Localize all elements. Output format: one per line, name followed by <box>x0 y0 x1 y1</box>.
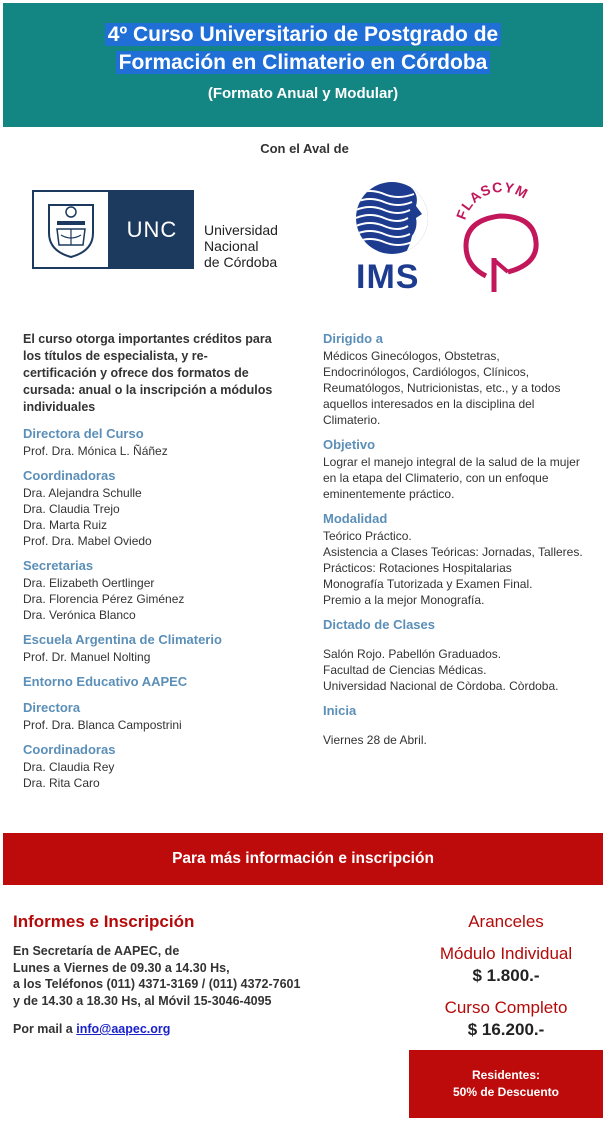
section-title-coordinadoras-2: Coordinadoras <box>23 742 116 757</box>
ims-emblem-icon <box>354 180 432 256</box>
unc-name-line-2: Nacional <box>204 238 259 254</box>
curso-price: $ 16.200.- <box>467 1020 545 1039</box>
unc-name <box>204 222 278 270</box>
ims-text: IMS <box>356 258 420 296</box>
section-title-secretarias: Secretarias <box>23 558 94 573</box>
section-title-entorno: Entorno Educativo AAPEC <box>23 674 188 689</box>
list-item: Prof. Dra. Mónica L. Ñáñez <box>23 444 168 458</box>
section-body-coordinadoras-2 <box>23 759 278 791</box>
list-item: Dra. Rita Caro <box>23 776 100 790</box>
unc-abbr: UNC <box>126 216 178 242</box>
title-line-2: Formación en Climaterio en Córdoba <box>116 51 491 74</box>
list-item: Universidad Nacional de Còrdoba. Còrdoba. <box>323 679 559 693</box>
list-item: Dra. Claudia Rey <box>23 760 115 774</box>
title-line-1: 4º Curso Universitario de Postgrado de <box>105 23 501 46</box>
list-item: Dra. Claudia Trejo <box>23 502 120 516</box>
list-item <box>323 720 583 732</box>
section-title-directora: Directora <box>23 700 81 715</box>
list-item: Dra. Marta Ruiz <box>23 518 108 532</box>
list-item: Dra. Elizabeth Oertlinger <box>23 576 155 590</box>
info-banner: Para más información e inscripción <box>3 833 603 885</box>
curso-label: Curso Completo <box>444 998 568 1017</box>
page-title <box>105 21 501 77</box>
list-item: Salón Rojo. Pabellón Graduados. <box>323 647 502 661</box>
list-item: Prof. Dra. Blanca Campostrini <box>23 718 182 732</box>
right-column <box>323 331 583 757</box>
section-body-escuela <box>23 649 278 665</box>
email-link[interactable]: info@aapec.org <box>76 1022 171 1036</box>
flascym-text: FLASCYM <box>452 180 532 222</box>
unc-name-line-1: Universidad <box>204 222 278 238</box>
section-title-escuela: Escuela Argentina de Climaterio <box>23 632 222 647</box>
section-title-objetivo: Objetivo <box>323 437 376 452</box>
intro-text: El curso otorga importantes créditos para los títulos de especialista, y re-certificación y ofrece dos formatos de cursada: anual o la inscripción a módulos individuales <box>23 332 273 414</box>
aval-label: Con el Aval de <box>260 141 349 156</box>
list-item: Teórico Práctico. <box>323 529 412 543</box>
paragraph: Lograr el manejo integral de la salud de la mujer en la etapa del Climaterio, con un enfoque eminentemente práctico. <box>323 455 580 501</box>
informes-mail <box>13 1022 170 1036</box>
aranceles-title: Aranceles <box>468 912 544 931</box>
section-body-coordinadoras <box>23 485 278 549</box>
informes-line-3: a los Teléfonos (011) 4371-3169 / (011) 4372-7601 <box>13 977 301 991</box>
aranceles-panel <box>409 912 603 1040</box>
modulo-label: Módulo Individual <box>439 944 573 963</box>
header-banner <box>3 3 603 127</box>
informes-line-2: Lunes a Viernes de 09.30 a 14.30 Hs, <box>13 960 230 975</box>
list-item: Prof. Dr. Manuel Nolting <box>23 650 151 664</box>
section-title-dictado: Dictado de Clases <box>323 617 435 632</box>
left-column <box>23 331 278 800</box>
section-title-coordinadoras: Coordinadoras <box>23 468 116 483</box>
list-item: Facultad de Ciencias Médicas. <box>323 663 487 677</box>
page-subtitle: (Formato Anual y Modular) <box>207 85 399 102</box>
section-body-objetivo <box>323 454 583 502</box>
mail-label: Por mail a <box>13 1022 73 1036</box>
paragraph: Médicos Ginecólogos, Obstetras, Endocrinólogos, Cardiólogos, Clínicos, Reumatólogos, Nutricionistas, etc., y a todos aquellos interesados en la disciplina del Climaterio. <box>323 349 561 427</box>
informes-title: Informes e Inscripción <box>13 912 195 931</box>
residentes-badge <box>409 1050 603 1118</box>
modulo-price: $ 1.800.- <box>472 966 540 985</box>
informes-line-1: En Secretaría de AAPEC, de <box>13 944 180 958</box>
unc-name-line-3: de Córdoba <box>204 254 278 270</box>
section-body-dirigido <box>323 348 583 428</box>
residentes-line-2: 50% de Descuento <box>452 1085 560 1099</box>
ims-logo <box>354 180 434 300</box>
flascym-emblem-icon <box>452 180 552 295</box>
section-body-modalidad <box>323 528 583 608</box>
informes-line-4: y de 14.30 a 18.30 Hs, al Móvil 15-3046-4095 <box>13 993 272 1008</box>
section-body-directora-curso <box>23 443 278 459</box>
section-title-dirigido: Dirigido a <box>323 331 383 346</box>
section-body-secretarias <box>23 575 278 623</box>
list-item: Monografía Tutorizada y Examen Final. <box>323 577 533 591</box>
section-body-directora <box>23 717 278 733</box>
section-body-inicia <box>323 720 583 748</box>
residentes-line-1: Residentes: <box>471 1068 541 1082</box>
list-item: Asistencia a Clases Teóricas: Jornadas, Talleres. <box>323 545 583 559</box>
section-title-directora-curso: Directora del Curso <box>23 426 144 441</box>
unc-crest-icon <box>32 190 110 269</box>
list-item: Prof. Dra. Mabel Oviedo <box>23 534 152 548</box>
list-item: Viernes 28 de Abril. <box>323 733 427 747</box>
list-item: Dra. Florencia Pérez Giménez <box>23 592 185 606</box>
section-title-inicia: Inicia <box>323 703 357 718</box>
list-item: Dra. Verónica Blanco <box>23 608 136 622</box>
list-item <box>323 634 583 646</box>
unc-logo <box>32 190 297 270</box>
list-item: Dra. Alejandra Schulle <box>23 486 142 500</box>
list-item: Premio a la mejor Monografía. <box>323 593 485 607</box>
section-body-dictado <box>323 634 583 694</box>
flascym-logo <box>452 180 552 295</box>
informes-body <box>13 943 373 1009</box>
list-item: Prácticos: Rotaciones Hospitalarias <box>323 561 512 575</box>
section-title-modalidad: Modalidad <box>323 511 388 526</box>
